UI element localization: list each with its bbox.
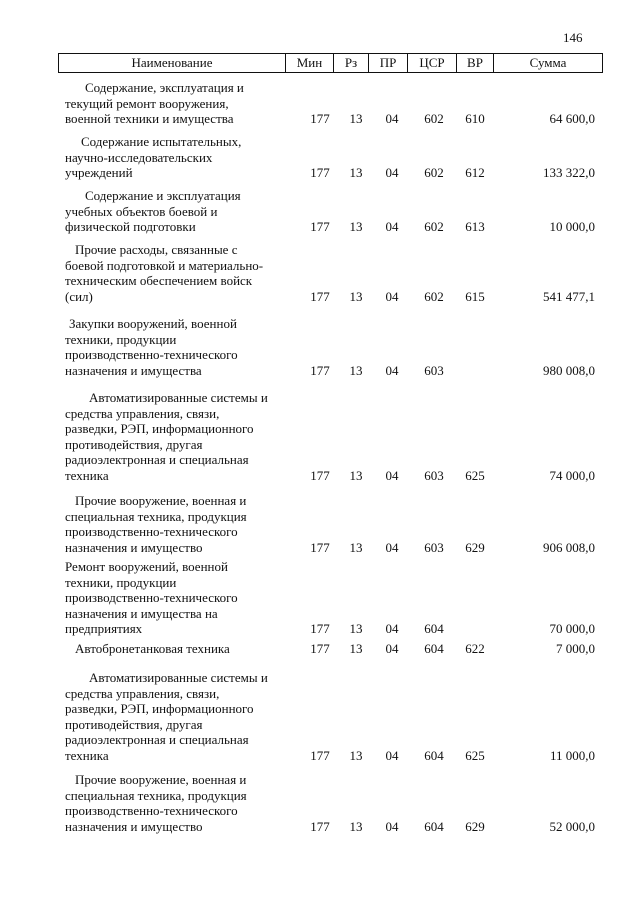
row-csr: 602 xyxy=(424,165,444,180)
row-name-line: Автоматизированные системы и xyxy=(89,390,268,405)
row-name-line: Автоматизированные системы и xyxy=(89,670,268,685)
row-csr: 603 xyxy=(424,467,444,483)
row-csr: 603 xyxy=(424,362,444,378)
row-name-line: противодействия, другая xyxy=(65,716,203,732)
row-name-line: производственно-технического xyxy=(65,524,238,539)
row-min: 177 xyxy=(310,539,330,555)
header-vr: ВР xyxy=(457,54,494,73)
row-min: 177 xyxy=(310,641,330,656)
row-pr: 04 xyxy=(385,165,399,180)
row-pr: 04 xyxy=(385,219,399,234)
row-name-line: техники, продукции xyxy=(65,574,177,590)
row-name-line: разведки, РЭП, информационного xyxy=(65,701,254,716)
row-name xyxy=(65,80,283,127)
row-name xyxy=(65,134,283,181)
row-name-line: техника xyxy=(65,747,109,763)
row-rz: 13 xyxy=(349,539,363,555)
row-sum: 10 000,0 xyxy=(549,219,595,234)
row-name-line: учебных объектов боевой и xyxy=(65,203,218,219)
row-pr: 04 xyxy=(385,362,399,378)
row-vr: 615 xyxy=(465,288,485,304)
row-pr: 04 xyxy=(385,467,399,483)
header-min: Мин xyxy=(286,54,334,73)
row-name-line: Содержание и эксплуатация xyxy=(85,188,241,203)
row-rz: 13 xyxy=(349,747,363,763)
row-sum: 980 008,0 xyxy=(543,362,595,378)
row-name xyxy=(65,772,283,834)
row-csr: 604 xyxy=(424,818,444,834)
row-name-line: средства управления, связи, xyxy=(65,405,220,421)
row-rz: 13 xyxy=(349,288,363,304)
table-row xyxy=(0,772,640,834)
row-min: 177 xyxy=(310,111,330,126)
table-row xyxy=(0,390,640,483)
row-min: 177 xyxy=(310,288,330,304)
row-pr: 04 xyxy=(385,818,399,834)
row-rz: 13 xyxy=(349,641,363,656)
row-name xyxy=(65,316,283,378)
row-name-line: назначения и имущества xyxy=(65,362,202,378)
row-name-line: физической подготовки xyxy=(65,219,196,234)
row-pr: 04 xyxy=(385,641,399,656)
row-csr: 604 xyxy=(424,621,444,636)
row-name-line: назначения и имущество xyxy=(65,818,203,834)
row-name xyxy=(65,390,283,483)
row-pr: 04 xyxy=(385,621,399,636)
row-name-line: научно-исследовательских xyxy=(65,149,213,165)
row-name-line: Прочие вооружение, военная и xyxy=(75,493,247,508)
table-row xyxy=(0,242,640,304)
row-sum: 133 322,0 xyxy=(543,165,595,180)
row-name-line: разведки, РЭП, информационного xyxy=(65,421,254,436)
row-name-line: техника xyxy=(65,467,109,483)
row-pr: 04 xyxy=(385,539,399,555)
row-name-line: Ремонт вооружений, военной xyxy=(65,559,228,574)
row-name-line: Прочие вооружение, военная и xyxy=(75,772,247,787)
row-name-line: (сил) xyxy=(65,288,93,304)
table-header xyxy=(58,53,603,73)
row-name xyxy=(65,188,283,235)
row-pr: 04 xyxy=(385,747,399,763)
header-sum: Сумма xyxy=(494,54,603,73)
row-name xyxy=(65,559,283,637)
row-name-line: назначения и имущества на xyxy=(65,605,218,621)
row-min: 177 xyxy=(310,747,330,763)
row-pr: 04 xyxy=(385,111,399,126)
row-sum: 64 600,0 xyxy=(549,111,595,126)
row-name-line: производственно-технического xyxy=(65,590,238,605)
row-name-line: специальная техника, продукция xyxy=(65,508,247,524)
row-vr: 629 xyxy=(465,818,485,834)
row-pr: 04 xyxy=(385,288,399,304)
row-vr: 612 xyxy=(465,165,485,180)
row-sum: 541 477,1 xyxy=(543,288,595,304)
row-name xyxy=(65,242,283,304)
row-rz: 13 xyxy=(349,621,363,636)
row-name-line: учреждений xyxy=(65,165,133,180)
row-rz: 13 xyxy=(349,818,363,834)
row-rz: 13 xyxy=(349,111,363,126)
row-name-line: текущий ремонт вооружения, xyxy=(65,95,229,111)
table-row xyxy=(0,641,640,657)
row-sum: 906 008,0 xyxy=(543,539,595,555)
row-name-line: Автобронетанковая техника xyxy=(75,641,230,656)
row-sum: 74 000,0 xyxy=(549,467,595,483)
row-rz: 13 xyxy=(349,362,363,378)
row-min: 177 xyxy=(310,818,330,834)
row-name-line: Содержание, эксплуатация и xyxy=(85,80,244,95)
table-row xyxy=(0,670,640,763)
row-vr: 622 xyxy=(465,641,485,656)
header-rz: Рз xyxy=(334,54,369,73)
row-sum: 70 000,0 xyxy=(549,621,595,636)
row-sum: 52 000,0 xyxy=(549,818,595,834)
page-number: 146 xyxy=(563,30,583,45)
row-csr: 602 xyxy=(424,288,444,304)
header-csr: ЦСР xyxy=(408,54,457,73)
table-row xyxy=(0,80,640,127)
row-name-line: противодействия, другая xyxy=(65,436,203,452)
table-row xyxy=(0,493,640,555)
row-csr: 604 xyxy=(424,641,444,656)
row-name-line: боевой подготовкой и материально- xyxy=(65,257,264,273)
row-min: 177 xyxy=(310,362,330,378)
row-min: 177 xyxy=(310,467,330,483)
row-csr: 602 xyxy=(424,219,444,234)
row-name-line: предприятиях xyxy=(65,621,143,636)
table-row xyxy=(0,559,640,637)
row-vr: 625 xyxy=(465,467,485,483)
row-vr: 613 xyxy=(465,219,485,234)
row-name xyxy=(65,670,283,763)
row-name-line: производственно-технического xyxy=(65,347,238,362)
row-name-line: военной техники и имущества xyxy=(65,111,234,126)
row-name-line: Прочие расходы, связанные с xyxy=(75,242,238,257)
row-name xyxy=(65,641,283,657)
row-rz: 13 xyxy=(349,467,363,483)
row-name-line: радиоэлектронная и специальная xyxy=(65,732,249,747)
table-row xyxy=(0,316,640,378)
header-name: Наименование xyxy=(59,54,286,73)
row-min: 177 xyxy=(310,621,330,636)
row-csr: 602 xyxy=(424,111,444,126)
row-name-line: техники, продукции xyxy=(65,331,177,347)
row-name-line: специальная техника, продукция xyxy=(65,787,247,803)
row-sum: 11 000,0 xyxy=(549,747,595,763)
row-rz: 13 xyxy=(349,165,363,180)
row-rz: 13 xyxy=(349,219,363,234)
row-csr: 603 xyxy=(424,539,444,555)
row-vr: 629 xyxy=(465,539,485,555)
row-vr: 610 xyxy=(465,111,485,126)
row-name-line: радиоэлектронная и специальная xyxy=(65,452,249,467)
row-min: 177 xyxy=(310,219,330,234)
row-min: 177 xyxy=(310,165,330,180)
table-row xyxy=(0,188,640,235)
table-row xyxy=(0,134,640,181)
row-vr: 625 xyxy=(465,747,485,763)
row-name-line: производственно-технического xyxy=(65,803,238,818)
row-sum: 7 000,0 xyxy=(556,641,595,656)
row-name xyxy=(65,493,283,555)
row-name-line: техническим обеспечением войск xyxy=(65,273,253,288)
row-name-line: средства управления, связи, xyxy=(65,685,220,701)
header-pr: ПР xyxy=(369,54,408,73)
row-name-line: Содержание испытательных, xyxy=(81,134,242,149)
row-name-line: назначения и имущество xyxy=(65,539,203,555)
row-name-line: Закупки вооружений, военной xyxy=(69,316,237,331)
row-csr: 604 xyxy=(424,747,444,763)
